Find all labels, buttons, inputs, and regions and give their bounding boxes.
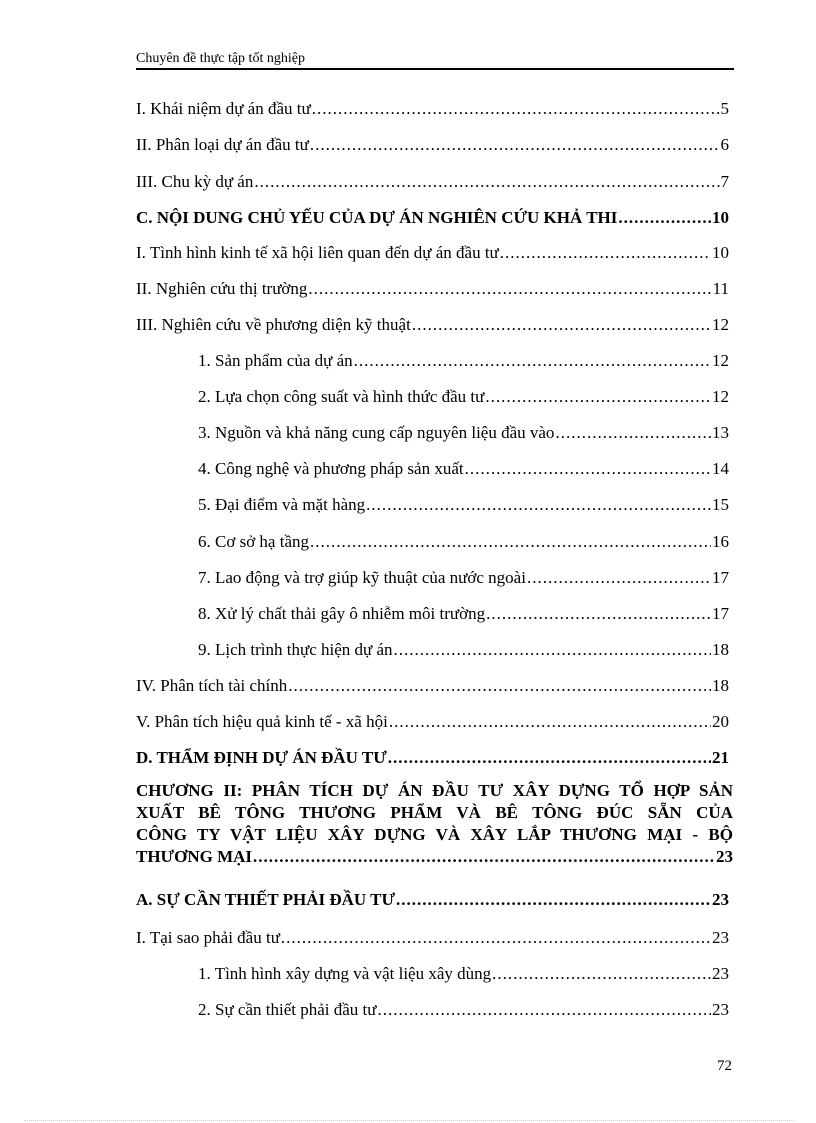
toc-entry [136, 134, 729, 156]
toc-entry-title: I. Khái niệm dự án đầu tư [136, 99, 311, 118]
toc-entry-page: 15 [712, 495, 729, 514]
toc-entry-page: 23 [712, 890, 729, 909]
toc-leader [354, 350, 711, 372]
toc-entry-title: I. Tình hình kinh tế xã hội liên quan đến dự án đầu tư [136, 243, 499, 262]
toc-entry-page: 18 [712, 640, 729, 659]
toc-entry-page: 14 [712, 459, 729, 478]
toc-entry-title: 3. Nguồn và khả năng cung cấp nguyên liệu đầu vào [198, 423, 555, 442]
toc-entry-title: IV. Phân tích tài chính [136, 676, 288, 695]
toc-entry-title: 8. Xử lý chất thải gây ô nhiễm môi trường [198, 604, 486, 623]
toc-entry-title: 1. Tình hình xây dựng và vật liệu xây dùng [198, 964, 492, 983]
toc-subentry [198, 603, 729, 625]
toc-entry-title: II. Phân loại dự án đầu tư [136, 135, 309, 154]
chapter-heading-last-line [136, 846, 733, 868]
toc-entry [136, 278, 729, 300]
toc-entry-page: 16 [712, 532, 729, 551]
toc-leader [618, 207, 711, 229]
toc-leader [412, 314, 711, 336]
toc-leader [555, 422, 711, 444]
toc-entry-title: II. Nghiên cứu thị trường [136, 279, 308, 298]
toc-leader [310, 134, 720, 156]
toc-entry-title: V. Phân tích hiệu quả kinh tế - xã hội [136, 712, 388, 731]
toc-entry-page: 13 [712, 423, 729, 442]
toc-leader [389, 711, 711, 733]
toc-entry-page: 12 [712, 315, 729, 334]
toc-leader [465, 458, 711, 480]
toc-subentry [198, 422, 729, 444]
toc-entry-page: 11 [712, 279, 729, 298]
toc-entry [136, 242, 729, 264]
toc-subentry [198, 639, 729, 661]
toc-entry-title: 6. Cơ sở hạ tầng [198, 532, 309, 551]
toc-leader [310, 531, 711, 553]
toc-subentry [198, 386, 729, 408]
toc-entry [136, 171, 729, 193]
toc-entry-title: III. Chu kỳ dự án [136, 172, 254, 191]
toc-subentry [198, 531, 729, 553]
toc-entry-title: 9. Lịch trình thực hiện dự án [198, 640, 393, 659]
page-number: 72 [717, 1058, 732, 1074]
toc-leader [308, 278, 711, 300]
chapter-heading-line: CHƯƠNG II: PHÂN TÍCH DỰ ÁN ĐẦU TƯ XÂY DỰNG TỔ HỢP SẢN [136, 781, 733, 800]
toc-entry-page: 23 [712, 928, 729, 947]
toc-leader [281, 927, 711, 949]
toc-entry-title: C. NỘI DUNG CHỦ YẾU CỦA DỰ ÁN NGHIÊN CỨU KHẢ THI [136, 208, 618, 227]
toc-leader [377, 999, 711, 1021]
chapter-heading-line: THƯƠNG MẠI [136, 847, 253, 866]
toc-entry-title: I. Tại sao phải đầu tư [136, 928, 280, 947]
toc-entry-page: 21 [712, 748, 729, 767]
toc-entry-title: 7. Lao động và trợ giúp kỹ thuật của nước ngoài [198, 568, 526, 587]
toc-subentry [198, 999, 729, 1021]
toc-leader [486, 603, 711, 625]
toc-entry-title: 2. Sự cần thiết phải đầu tư [198, 1000, 377, 1019]
toc-subentry [198, 350, 729, 372]
toc-entry-page: 17 [712, 568, 729, 587]
toc-subentry [198, 567, 729, 589]
toc-entry-title: 2. Lựa chọn công suất và hình thức đầu tư [198, 387, 485, 406]
chapter-heading [136, 780, 733, 868]
page-header-title: Chuyên đề thực tập tốt nghiệp [136, 51, 305, 66]
toc-entry-page: 23 [712, 1000, 729, 1019]
toc-leader [485, 386, 711, 408]
toc-subentry [198, 963, 729, 985]
toc-entry-title: 4. Công nghệ và phương pháp sản xuất [198, 459, 464, 478]
toc-entry [136, 711, 729, 733]
toc-entry-title: 5. Đại điểm và mặt hàng [198, 495, 366, 514]
toc-entry-title: A. SỰ CẦN THIẾT PHẢI ĐẦU TƯ [136, 890, 395, 909]
toc-leader [396, 889, 711, 911]
toc-entry-page: 23 [716, 847, 733, 866]
chapter-heading-line: CÔNG TY VẬT LIỆU XÂY DỰNG VÀ XÂY LẮP THƯƠNG MẠI - BỘ [136, 825, 733, 844]
toc-entry-page: 7 [720, 172, 729, 191]
page-bottom-edge [24, 1120, 794, 1121]
toc-leader [394, 639, 711, 661]
toc-entry-page: 17 [712, 604, 729, 623]
toc-entry-page: 10 [712, 243, 729, 262]
toc-entry [136, 98, 729, 120]
toc-entry-page: 6 [720, 135, 729, 154]
toc-leader [527, 567, 711, 589]
toc-subentry [198, 494, 729, 516]
toc-leader [366, 494, 711, 516]
toc-section-heading [136, 747, 729, 769]
toc-entry-title: D. THẨM ĐỊNH DỰ ÁN ĐẦU TƯ [136, 748, 387, 767]
toc-entry-page: 23 [712, 964, 729, 983]
toc-entry-title: 1. Sản phẩm của dự án [198, 351, 353, 370]
toc-leader [254, 171, 719, 193]
toc-leader [388, 747, 711, 769]
toc-entry-title: III. Nghiên cứu về phương diện kỹ thuật [136, 315, 411, 334]
toc-entry-page: 12 [712, 351, 729, 370]
toc-leader [253, 846, 715, 868]
toc-entry-page: 5 [720, 99, 729, 118]
toc-entry-page: 10 [712, 208, 729, 227]
toc-entry [136, 675, 729, 697]
toc-entry-page: 20 [712, 712, 729, 731]
chapter-heading-line: XUẤT BÊ TÔNG THƯƠNG PHẨM VÀ BÊ TÔNG ĐÚC SẴN CỦA [136, 803, 733, 822]
toc-leader [492, 963, 711, 985]
header-divider [136, 68, 734, 70]
toc-entry-page: 12 [712, 387, 729, 406]
toc-section-heading [136, 207, 729, 229]
toc-entry [136, 927, 729, 949]
toc-subentry [198, 458, 729, 480]
toc-entry-page: 18 [712, 676, 729, 695]
toc-section-heading [136, 889, 729, 911]
toc-leader [500, 242, 711, 264]
toc-leader [288, 675, 711, 697]
toc-leader [312, 98, 720, 120]
toc-entry [136, 314, 729, 336]
